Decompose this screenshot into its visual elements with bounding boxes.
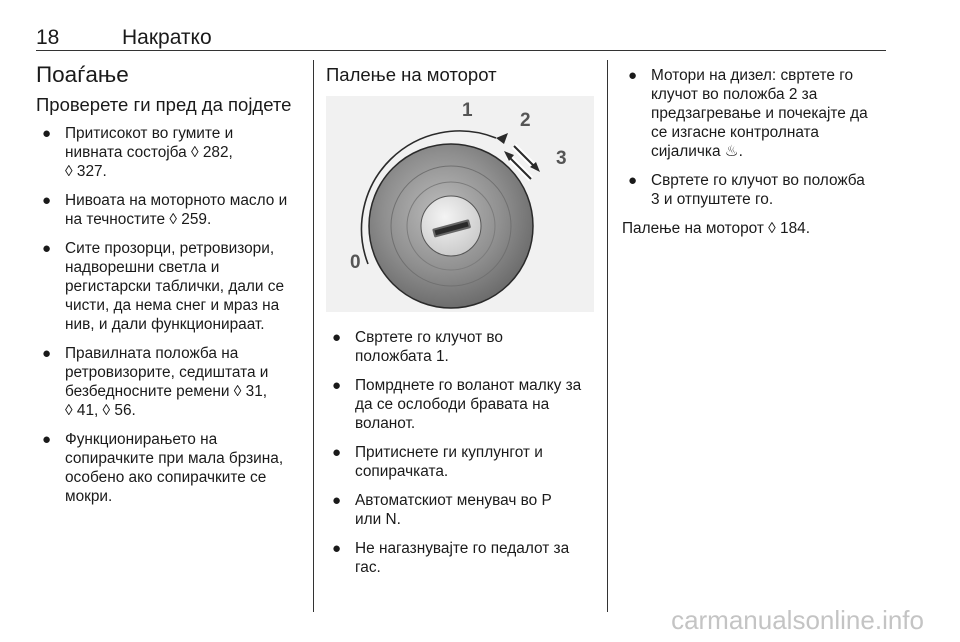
column-divider-2 xyxy=(607,60,608,612)
bullet-icon: ● xyxy=(42,431,52,448)
diesel-steps xyxy=(622,66,888,209)
bullet-icon: ● xyxy=(332,492,342,509)
position-3-label: 3 xyxy=(556,148,567,169)
position-2-label: 2 xyxy=(520,110,531,131)
list-item: ● Нивоата на моторното масло и на течностите ◊ 259. xyxy=(42,192,288,228)
list-item: ● Мотори на дизел: свртете го клучот во положба 2 за предзагревање и почекајте да се изгасне контролната сијаличка ♨. xyxy=(628,67,868,160)
page-header xyxy=(36,26,886,50)
ignition-switch-illustration xyxy=(326,96,594,312)
position-1-label: 1 xyxy=(462,100,473,121)
bullet-icon: ● xyxy=(42,125,52,142)
bullet-icon: ● xyxy=(332,540,342,557)
list-item: ● Функционирањето на сопирачките при мала брзина, особено ако сопирачките се мокри. xyxy=(42,431,284,505)
checklist xyxy=(36,124,298,506)
section-heading: Поаѓање xyxy=(36,62,129,87)
bullet-icon: ● xyxy=(42,240,52,257)
column-left xyxy=(36,60,298,516)
ignition-figure xyxy=(326,96,594,312)
list-item: ● Сите прозорци, ретровизори, надворешни светла и регистарски таблички, дали се чисти, да нема снег и мраз на нив, и дали функционираат. xyxy=(42,240,285,333)
bullet-icon: ● xyxy=(332,377,342,394)
chapter-title: Накратко xyxy=(122,26,212,49)
column-right xyxy=(622,60,888,238)
bullet-icon: ● xyxy=(628,172,638,189)
list-item: ● Притиснете ги куплунгот и сопирачката. xyxy=(332,444,543,480)
watermark: carmanualsonline.info xyxy=(671,605,924,635)
ignition-steps xyxy=(326,328,594,577)
list-item: ● Свртете го клучот во положбата 1. xyxy=(332,329,503,365)
list-item: ● Притисокот во гумите и нивната состојба ◊ 282, ◊ 327. xyxy=(42,125,234,180)
list-item: ● Автоматскиот менувач во P или N. xyxy=(332,492,552,528)
column-middle xyxy=(326,60,594,587)
position-0-label: 0 xyxy=(350,252,361,273)
bullet-icon: ● xyxy=(42,345,52,362)
list-item: ● Свртете го клучот во положба 3 и отпуштете го. xyxy=(628,172,865,208)
page-number: 18 xyxy=(36,26,60,49)
list-item: ● Не нагазнувајте го педалот за гас. xyxy=(332,540,570,576)
list-item: ● Правилната положба на ретровизорите, седиштата и безбедносните ремени ◊ 31, ◊ 41, ◊ 56. xyxy=(42,345,269,419)
column-divider-1 xyxy=(313,60,314,612)
header-rule xyxy=(36,50,886,51)
list-item: ● Помрднете го воланот малку за да се ослободи бравата на воланот. xyxy=(332,377,582,432)
bullet-icon: ● xyxy=(628,67,638,84)
cross-reference: Палење на моторот ◊ 184. xyxy=(622,220,811,237)
bullet-icon: ● xyxy=(42,192,52,209)
bullet-icon: ● xyxy=(332,444,342,461)
checklist-heading: Проверете ги пред да појдете xyxy=(36,94,292,115)
ignition-heading: Палење на моторот xyxy=(326,64,497,85)
bullet-icon: ● xyxy=(332,329,342,346)
